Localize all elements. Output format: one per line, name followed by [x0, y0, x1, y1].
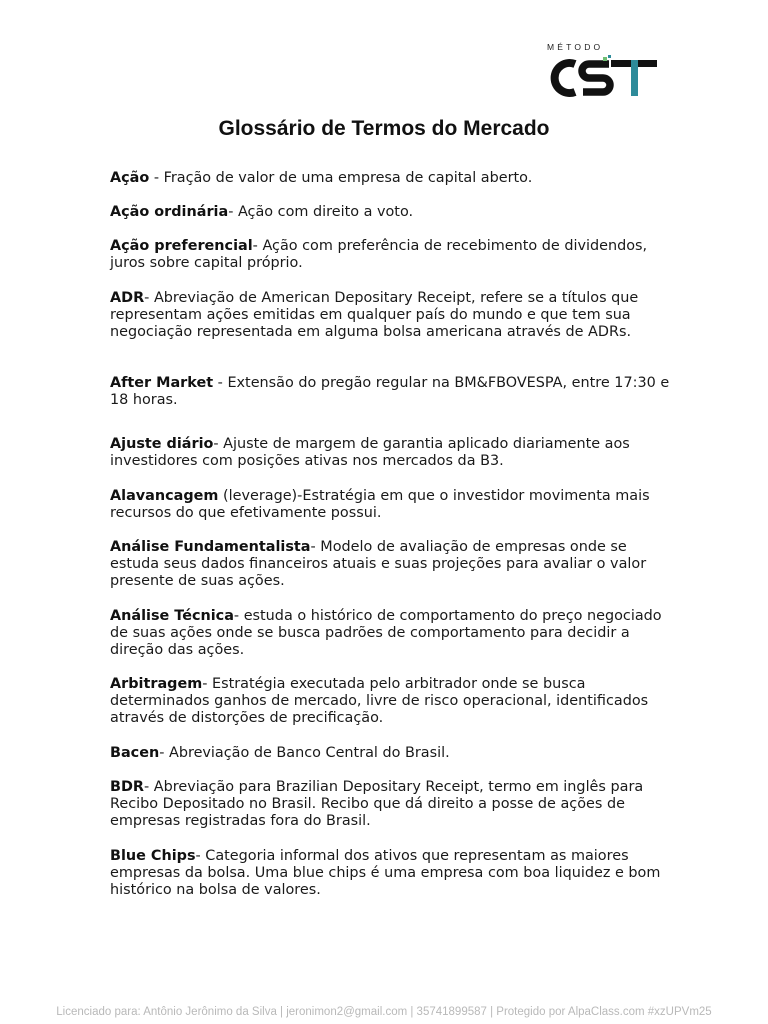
- glossary-entry: [110, 375, 670, 409]
- page-title: Glossário de Termos do Mercado: [218, 117, 550, 140]
- glossary-term: Ação preferencial: [110, 238, 253, 254]
- glossary-definition: - Modelo de avaliação de empresas onde se estuda seus dados financeiros atuais e suas projeções para avaliar o valor presente de suas ações.: [110, 539, 647, 589]
- glossary-entry: [110, 204, 670, 221]
- logo-small-text: MÉTODO: [547, 42, 604, 52]
- glossary-entry: [110, 539, 670, 590]
- glossary-definition: - Fração de valor de uma empresa de capital aberto.: [149, 170, 533, 186]
- glossary-entry: [110, 488, 670, 522]
- glossary-term: ADR: [110, 290, 145, 306]
- glossary-definition: - Categoria informal dos ativos que representam as maiores empresas da bolsa. Uma blue chips é uma empresa com boa liquidez e bom histórico na bolsa de valores.: [110, 848, 661, 898]
- glossary-entry: [110, 436, 670, 470]
- glossary-definition: - Abreviação para Brazilian Depositary Receipt, termo em inglês para Recibo Depositado no Brasil. Recibo que dá direito a posse de ações de empresas registradas fora do Brasil.: [110, 779, 644, 829]
- glossary-definition: (leverage)-Estratégia em que o investidor movimenta mais recursos do que efetivamente possui.: [110, 488, 650, 521]
- glossary-definition: - Ação com direito a voto.: [228, 204, 414, 220]
- metodo-cst-logo: [545, 42, 660, 102]
- glossary-term: Análise Fundamentalista: [110, 539, 311, 555]
- glossary-entry: [110, 608, 670, 659]
- glossary-definition: - Abreviação de Banco Central do Brasil.: [159, 745, 450, 761]
- license-footer: Licenciado para: Antônio Jerônimo da Silva | jeronimon2@gmail.com | 35741899587 | Protegido por AlpaClass.com #xzUPVm25: [56, 1006, 712, 1018]
- glossary-definition: - Ajuste de margem de garantia aplicado diariamente aos investidores com posições ativas nos mercados da B3.: [110, 436, 630, 469]
- glossary-entry: [110, 848, 670, 899]
- glossary-term: Alavancagem: [110, 488, 219, 504]
- cst-logo-mark: [545, 54, 660, 102]
- glossary-definition: - Extensão do pregão regular na BM&FBOVESPA, entre 17:30 e 18 horas.: [110, 375, 670, 408]
- glossary-term: Arbitragem: [110, 676, 203, 692]
- glossary-definition: - estuda o histórico de comportamento do preço negociado de suas ações onde se busca padrões de comportamento para decidir a direção das ações.: [110, 608, 662, 658]
- glossary-term: Análise Técnica: [110, 608, 234, 624]
- glossary-entry: [110, 745, 670, 762]
- glossary-term: Ação ordinária: [110, 204, 229, 220]
- glossary-definition: - Estratégia executada pelo arbitrador onde se busca determinados ganhos de mercado, livre de risco operacional, identificados através de distorções de precificação.: [110, 676, 649, 726]
- glossary-entry: [110, 170, 670, 187]
- glossary-definition: - Abreviação de American Depositary Receipt, refere se a títulos que representam ações emitidas em qualquer país do mundo e que tem sua negociação representada em alguma bolsa americana através de ADRs.: [110, 290, 639, 340]
- glossary-term: Ajuste diário: [110, 436, 214, 452]
- glossary-entry: [110, 779, 670, 830]
- glossary-term: After Market: [110, 375, 214, 391]
- glossary-term: Blue Chips: [110, 848, 196, 864]
- glossary-entry: [110, 290, 670, 341]
- glossary-term: Ação: [110, 170, 150, 186]
- glossary-entry: [110, 676, 670, 727]
- glossary-definition: - Ação com preferência de recebimento de dividendos, juros sobre capital próprio.: [110, 238, 648, 271]
- glossary-term: Bacen: [110, 745, 160, 761]
- glossary-entry: [110, 238, 670, 272]
- glossary-term: BDR: [110, 779, 144, 795]
